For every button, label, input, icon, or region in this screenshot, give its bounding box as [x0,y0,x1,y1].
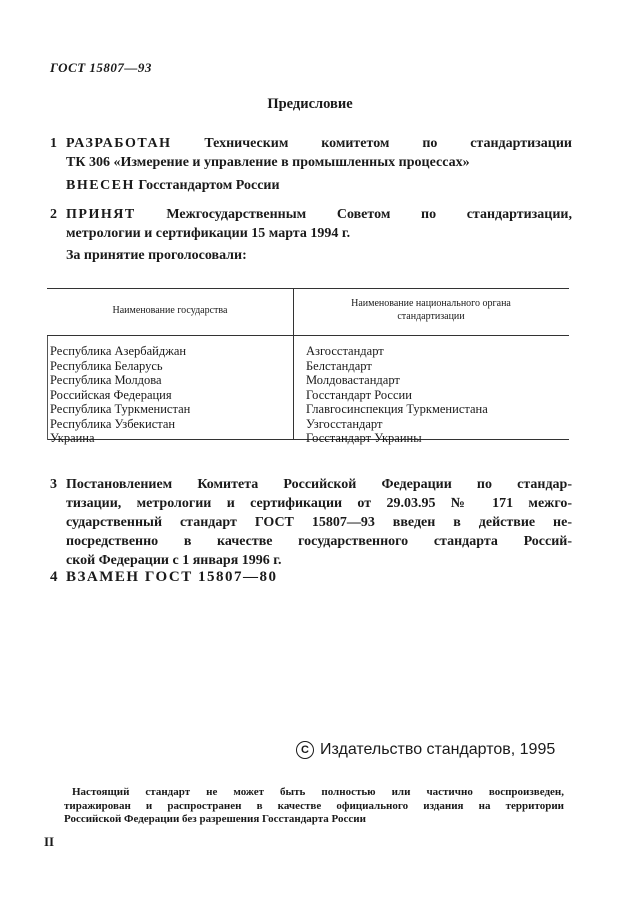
table-top-rule [47,288,569,289]
item-1-number: 1 [50,136,57,151]
item-2-number: 2 [50,207,57,222]
item-3-line-1: 3 Постановлением Комитета Российской Федерации по стандар- [50,477,572,492]
introduced-keyword: ВНЕСЕН [66,178,135,193]
item-3-line-4: посредственно в качестве государственного стандарта Россий- [66,534,572,549]
state-list [50,344,190,446]
table-row-body: Узгосстандарт [306,416,383,431]
introduced-text: Госстандартом России [138,178,280,193]
table-row-state: Республика Азербайджан [50,344,187,358]
item-4-number: 4 [50,569,58,585]
item-3-line-3: сударственный стандарт ГОСТ 15807—93 введен в действие не- [66,515,572,530]
table-header-rule [47,335,569,336]
item-2-keyword: ПРИНЯТ [66,207,136,222]
table-header-state: Наименование государства [112,305,228,316]
table-row-state: Республика Туркменистан [50,402,191,416]
page-number: II [44,834,55,849]
table-row-body: Госстандарт Украины [306,431,422,445]
table-row-state: Республика Узбекистан [50,416,176,431]
voting-table [47,288,569,445]
item-1-line-2: ТК 306 «Измерение и управление в промышленных процессах» [66,155,470,170]
item-3-number: 3 [50,477,57,492]
reproduction-notice [64,786,564,827]
item-1-line-1 [50,134,572,153]
notice-line-2: тиражирован и распространен в качестве официального издания на территории [64,799,564,812]
voted-label: За принятие проголосовали: [66,248,247,263]
copyright-icon: C [296,741,314,759]
item-4-text: ВЗАМЕН ГОСТ 15807—80 [66,569,278,585]
item-3-line-2: тизации, метрологии и сертификации от 29.03.95 № 171 межго- [66,496,572,511]
table-header-body: Наименование национального органа стандартизации [351,298,511,322]
item-1-text: Техническим комитетом по стандартизации [204,136,572,151]
item-1-keyword: РАЗРАБОТАН [66,136,172,151]
publisher-line [296,741,555,759]
table-row-state: Российская Федерация [50,387,172,402]
preface-title: Предисловие [267,96,353,112]
publisher-text: Издательство стандартов, 1995 [320,741,556,758]
table-row-body: Белстандарт [306,358,372,373]
body-list [306,344,488,446]
introduced-line [66,178,280,194]
table-row-body: Азгосстандарт [306,344,384,358]
table-row-body: Госстандарт России [306,387,412,402]
notice-line-3: Российской Федерации без разрешения Госстандарта России [64,813,366,825]
item-2-line-1 [50,205,572,224]
item-2-text: Межгосударственным Советом по стандартизации, [166,207,573,222]
table-row-state: Украина [50,431,95,445]
item-1-developed [50,134,572,172]
notice-line-1: Настоящий стандарт не может быть полностью или частично воспроизведен, [72,786,564,798]
item-2-line-2: метрологии и сертификации 15 марта 1994 г. [66,226,351,241]
table-row-body: Молдовастандарт [306,373,400,387]
table-row-body: Главгосинспекция Туркменистана [306,402,488,416]
item-3-line-5: ской Федерации с 1 января 1996 г. [66,553,282,568]
table-left-edge [47,336,48,440]
item-4-replaces [50,568,572,587]
document-id-header: ГОСТ 15807—93 [50,60,152,75]
table-row-state: Республика Беларусь [50,358,163,373]
table-row-state: Республика Молдова [50,373,162,387]
item-3-resolution [50,475,572,570]
item-2-adopted [50,205,572,243]
